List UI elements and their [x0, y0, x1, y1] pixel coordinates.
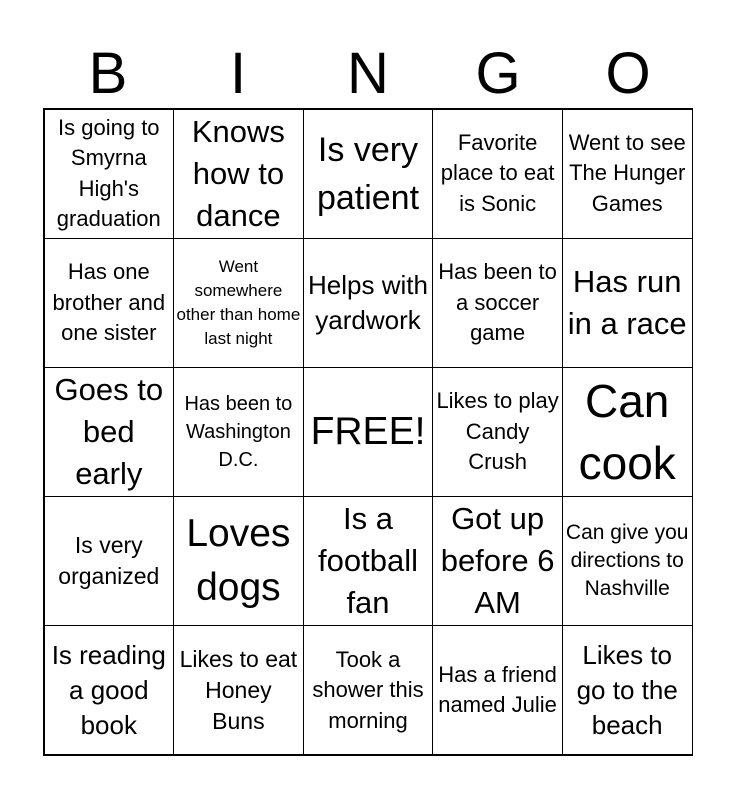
header-letter-g: G	[475, 41, 521, 106]
bingo-cell[interactable]	[432, 367, 563, 497]
cell-text: Has a friend named Julie	[438, 661, 557, 718]
cell-text: Is going to Smyrna High's graduation	[56, 114, 161, 232]
bingo-cell[interactable]	[44, 625, 175, 755]
bingo-cell[interactable]	[303, 109, 434, 239]
header-letter-b: B	[88, 41, 128, 106]
cell-text: Loves dogs	[186, 512, 291, 610]
cell-text: Likes to eat Honey Buns	[179, 645, 298, 734]
bingo-cell[interactable]	[562, 496, 693, 626]
free-space-cell[interactable]	[303, 367, 434, 497]
header-letter-o: O	[605, 41, 651, 106]
bingo-cell[interactable]	[562, 367, 693, 497]
bingo-cell[interactable]	[562, 625, 693, 755]
bingo-cell[interactable]	[44, 109, 175, 239]
cell-text: Is very organized	[58, 532, 160, 590]
cell-text: Is a football fan	[318, 501, 418, 621]
cell-text: Can give you directions to Nashville	[565, 521, 689, 601]
bingo-cell[interactable]	[303, 238, 434, 368]
bingo-cell[interactable]	[173, 367, 304, 497]
cell-text: Favorite place to eat is Sonic	[440, 129, 555, 216]
cell-text: Went to see The Hunger Games	[568, 129, 686, 216]
cell-text: Took a shower this morning	[312, 646, 424, 733]
bingo-cell[interactable]	[303, 625, 434, 755]
bingo-cell[interactable]	[173, 625, 304, 755]
cell-text: Has one brother and one sister	[52, 259, 166, 346]
bingo-cell[interactable]	[562, 238, 693, 368]
cell-text: Got up before 6 AM	[440, 501, 555, 621]
header-letter-i: I	[229, 41, 247, 106]
cell-text: Has run in a race	[567, 263, 687, 341]
cell-text: Went somewhere other than home last night	[176, 256, 301, 348]
cell-text: Goes to bed early	[54, 371, 164, 491]
free-space-text: FREE!	[310, 409, 426, 453]
bingo-cell[interactable]	[432, 109, 563, 239]
cell-text: Is reading a good book	[51, 639, 166, 740]
bingo-cell[interactable]	[432, 238, 563, 368]
header-letter-n: N	[347, 41, 389, 106]
cell-text: Can cook	[578, 374, 676, 489]
cell-text: Has been to Washington D.C.	[184, 392, 293, 471]
cell-text: Likes to play Candy Crush	[436, 388, 559, 475]
bingo-header	[43, 40, 693, 108]
bingo-cell[interactable]	[303, 496, 434, 626]
cell-text: Likes to go to the beach	[576, 639, 678, 740]
cell-text: Knows how to dance	[191, 113, 285, 233]
bingo-cell[interactable]	[173, 109, 304, 239]
bingo-cell[interactable]	[173, 496, 304, 626]
bingo-cell[interactable]	[432, 496, 563, 626]
bingo-cell[interactable]	[173, 238, 304, 368]
bingo-card-grid	[43, 108, 693, 756]
cell-text: Helps with yardwork	[308, 269, 428, 335]
bingo-cell[interactable]	[44, 238, 175, 368]
bingo-cell[interactable]	[44, 496, 175, 626]
bingo-cell[interactable]	[432, 625, 563, 755]
cell-text: Has been to a soccer game	[438, 259, 557, 346]
cell-text: Is very patient	[316, 130, 420, 217]
bingo-cell[interactable]	[44, 367, 175, 497]
bingo-cell[interactable]	[562, 109, 693, 239]
